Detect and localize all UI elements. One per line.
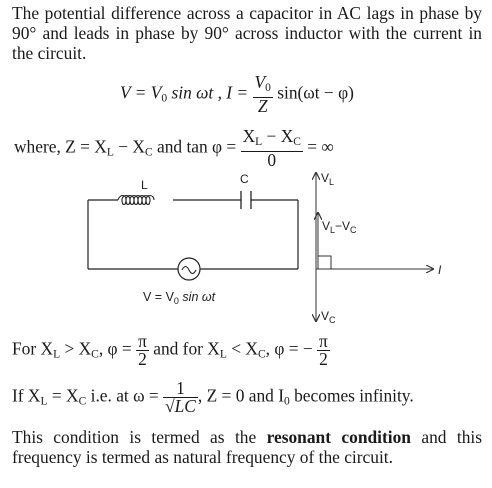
eq2-num-x: X bbox=[242, 126, 256, 146]
eq3-b-mid: < X bbox=[226, 338, 258, 359]
eq3-b-sub1: L bbox=[219, 348, 227, 361]
eq3-a-den: 2 bbox=[138, 349, 147, 369]
eq2-tail: = ∞ bbox=[302, 136, 334, 157]
eq2-and-text: and tan φ = bbox=[152, 136, 241, 157]
equation-phase-cases bbox=[12, 333, 330, 368]
eq4-frac-num: 1 bbox=[163, 380, 198, 398]
eq4-sub-l: L bbox=[40, 395, 48, 408]
eq4-tail-sub: 0 bbox=[284, 395, 290, 408]
circuit-and-phasor-diagram bbox=[0, 168, 492, 328]
eq3-a-sub1: L bbox=[53, 348, 61, 361]
equation-impedance-tan bbox=[14, 128, 334, 169]
eq3-b-sub2: C bbox=[257, 348, 266, 361]
eq3-a-fraction bbox=[136, 333, 149, 368]
resonant-condition-term: resonant condition bbox=[266, 427, 411, 447]
capacitor-label: C bbox=[240, 172, 249, 186]
eq3-a-phi: , φ = bbox=[98, 338, 137, 359]
inductor-label: L bbox=[141, 178, 148, 192]
source-label: $V = V_0$ sin ωt bbox=[143, 290, 216, 306]
vl-minus-vc-label: $V_L-V_C$ bbox=[322, 219, 357, 235]
eq1-fraction bbox=[253, 74, 273, 115]
conclusion-paragraph bbox=[12, 427, 482, 467]
eq3-a-sub2: C bbox=[91, 348, 99, 361]
eq4-tail1: , Z = 0 and I bbox=[197, 385, 285, 406]
intro-paragraph bbox=[12, 3, 482, 63]
right-angle-marker bbox=[318, 256, 331, 269]
eq1-v-rhs: sin ωt , I = bbox=[167, 82, 253, 103]
vl-label: $V_L$ bbox=[321, 171, 335, 187]
vc-label: $V_C$ bbox=[321, 309, 336, 325]
eq3-a-mid: > X bbox=[60, 338, 92, 359]
eq4-frac-den: √LC bbox=[165, 396, 196, 416]
eq2-num-mid: − X bbox=[262, 126, 294, 146]
intro-text: The potential difference across a capacitor in AC lags in phase by 90° and leads in phase by 90° across inductor with the current in the circuit. bbox=[12, 3, 482, 63]
eq1-frac-den: Z bbox=[257, 96, 268, 116]
ac-source-icon bbox=[178, 258, 200, 280]
eq1-v-lhs: V = V bbox=[120, 82, 162, 103]
eq3-b-lead: and for X bbox=[148, 338, 220, 359]
eq1-frac-num: V bbox=[254, 72, 266, 92]
eq2-mid: − X bbox=[113, 136, 145, 157]
eq3-b-num: π bbox=[319, 331, 328, 351]
equation-resonance bbox=[12, 380, 414, 415]
eq4-tail2: becomes infinity. bbox=[289, 385, 414, 406]
capacitor-symbol bbox=[241, 191, 251, 209]
eq2-num-sub-l: L bbox=[255, 136, 263, 148]
inductor-coil bbox=[118, 196, 154, 205]
eq3-b-fraction bbox=[317, 333, 330, 368]
conclusion-part1: This condition is termed as the bbox=[12, 427, 267, 447]
eq4-ie: i.e. at ω = bbox=[86, 385, 164, 406]
eq2-lead: where, Z = X bbox=[14, 136, 107, 157]
eq2-frac-den: 0 bbox=[267, 150, 277, 170]
conclusion-part2: and this frequency is termed as natural frequency of the circuit. bbox=[12, 427, 483, 467]
eq2-num-sub-c: C bbox=[293, 136, 301, 148]
eq4-mid: = X bbox=[47, 385, 79, 406]
equation-voltage-current bbox=[120, 74, 354, 115]
eq4-fraction bbox=[163, 380, 198, 415]
eq2-fraction bbox=[241, 128, 303, 169]
eq3-b-phi: , φ = − bbox=[265, 338, 318, 359]
eq2-sub-c: C bbox=[144, 146, 153, 159]
eq1-frac-num-sub: 0 bbox=[265, 82, 271, 94]
eq3-b-den: 2 bbox=[319, 349, 328, 369]
eq3-a-lead: For X bbox=[12, 338, 54, 359]
eq4-sub-c: C bbox=[78, 395, 87, 408]
eq4-lead: If X bbox=[12, 385, 41, 406]
current-label: I bbox=[438, 263, 442, 277]
eq3-a-num: π bbox=[138, 331, 147, 351]
eq1-tail: sin(ωt − φ) bbox=[272, 82, 354, 103]
eq1-v-sub: 0 bbox=[161, 92, 168, 105]
eq2-sub-l: L bbox=[106, 146, 114, 159]
